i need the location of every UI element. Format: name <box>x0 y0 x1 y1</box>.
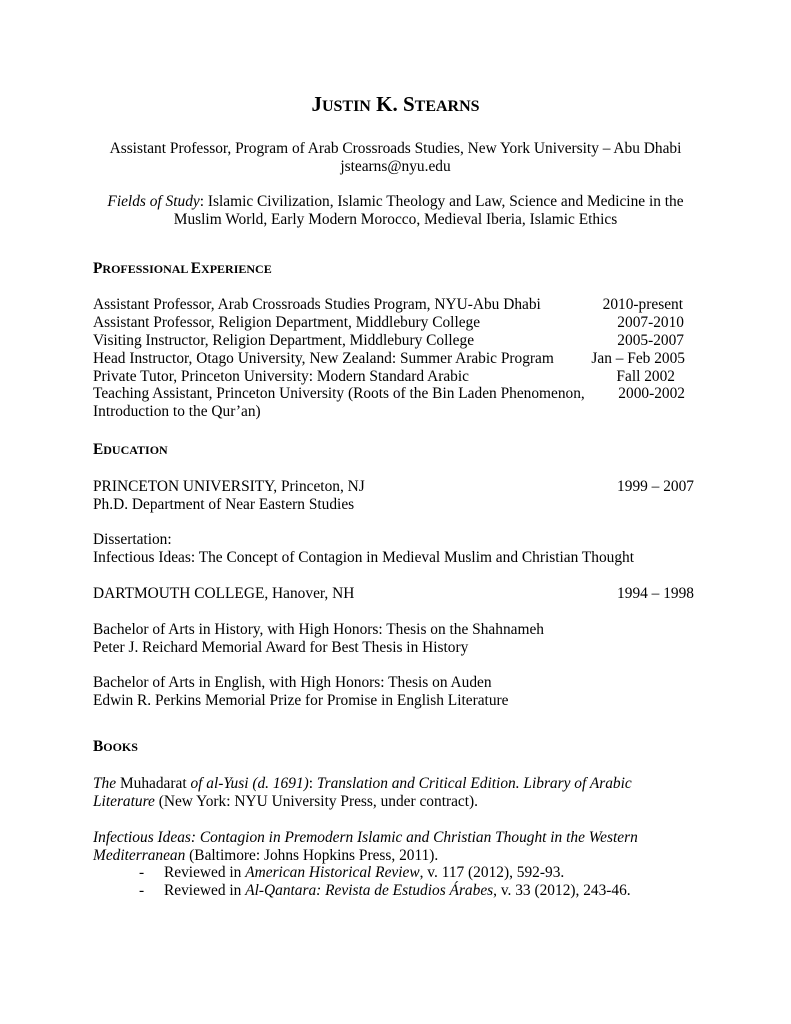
experience-title: Teaching Assistant, Princeton University (Roots of the Bin Laden Phenomenon, <box>93 385 585 402</box>
fields-label: Fields of Study <box>107 193 200 210</box>
experience-date: 2000-2002 <box>618 385 685 402</box>
experience-title: Head Instructor, Otago University, New Zealand: Summer Arabic Program <box>93 350 554 367</box>
book-entry-line1: The Muhadarat of al-Yusi (d. 1691): Translation and Critical Edition. Library of Arabic <box>93 775 632 792</box>
school-dates: 1999 – 2007 <box>617 478 694 495</box>
review-entry: Reviewed in American Historical Review, v. 117 (2012), 592-93. <box>164 864 565 881</box>
dissertation-label: Dissertation: <box>93 531 172 548</box>
experience-title: Assistant Professor, Arab Crossroads Studies Program, NYU-Abu Dhabi <box>93 296 541 313</box>
section-heading-education: EDUCATION <box>93 441 168 458</box>
experience-date: Fall 2002 <box>616 368 675 385</box>
book-entry-line2: Literature (New York: NYU University Press, under contract). <box>93 793 479 810</box>
award-english: Edwin R. Perkins Memorial Prize for Promise in English Literature <box>93 692 509 709</box>
experience-date: Jan – Feb 2005 <box>591 350 685 367</box>
book-entry-line1: Infectious Ideas: Contagion in Premodern Islamic and Christian Thought in the Western <box>93 829 638 846</box>
email: jstearns@nyu.edu <box>340 158 451 175</box>
degree-phd: Ph.D. Department of Near Eastern Studies <box>93 496 355 513</box>
experience-title: Visiting Instructor, Religion Department, Middlebury College <box>93 332 475 349</box>
experience-date: 2007-2010 <box>617 314 684 331</box>
experience-title-continued: Introduction to the Qur’an) <box>93 403 261 420</box>
experience-title: Assistant Professor, Religion Department, Middlebury College <box>93 314 481 331</box>
fields-of-study-line2: Muslim World, Early Modern Morocco, Medieval Iberia, Islamic Ethics <box>173 211 618 228</box>
award-history: Peter J. Reichard Memorial Award for Best Thesis in History <box>93 639 469 656</box>
dissertation-title: Infectious Ideas: The Concept of Contagion in Medieval Muslim and Christian Thought <box>93 549 635 566</box>
school-princeton: PRINCETON UNIVERSITY, Princeton, NJ <box>93 478 365 495</box>
position-line: Assistant Professor, Program of Arab Crossroads Studies, New York University – Abu Dhabi <box>109 140 682 157</box>
experience-date: 2005-2007 <box>617 332 684 349</box>
fields-of-study-line1: Fields of Study: Islamic Civilization, Islamic Theology and Law, Science and Medicine in the <box>107 193 684 210</box>
review-dash: - <box>139 864 145 881</box>
review-entry: Reviewed in Al-Qantara: Revista de Estudios Árabes, v. 33 (2012), 243-46. <box>164 882 631 899</box>
cv-name: JUSTIN K. STEARNS <box>311 92 480 116</box>
experience-date: 2010-present <box>602 296 683 313</box>
experience-title: Private Tutor, Princeton University: Modern Standard Arabic <box>93 368 469 385</box>
section-heading-books: BOOKS <box>93 738 138 755</box>
book-entry-line2: Mediterranean (Baltimore: Johns Hopkins Press, 2011). <box>93 847 439 864</box>
school-dates: 1994 – 1998 <box>617 585 694 602</box>
section-heading-experience: PROFESSIONAL EXPERIENCE <box>93 260 272 277</box>
school-dartmouth: DARTMOUTH COLLEGE, Hanover, NH <box>93 585 355 602</box>
degree-ba-english: Bachelor of Arts in English, with High Honors: Thesis on Auden <box>93 674 492 691</box>
review-dash: - <box>139 882 145 899</box>
degree-ba-history: Bachelor of Arts in History, with High Honors: Thesis on the Shahnameh <box>93 621 544 638</box>
